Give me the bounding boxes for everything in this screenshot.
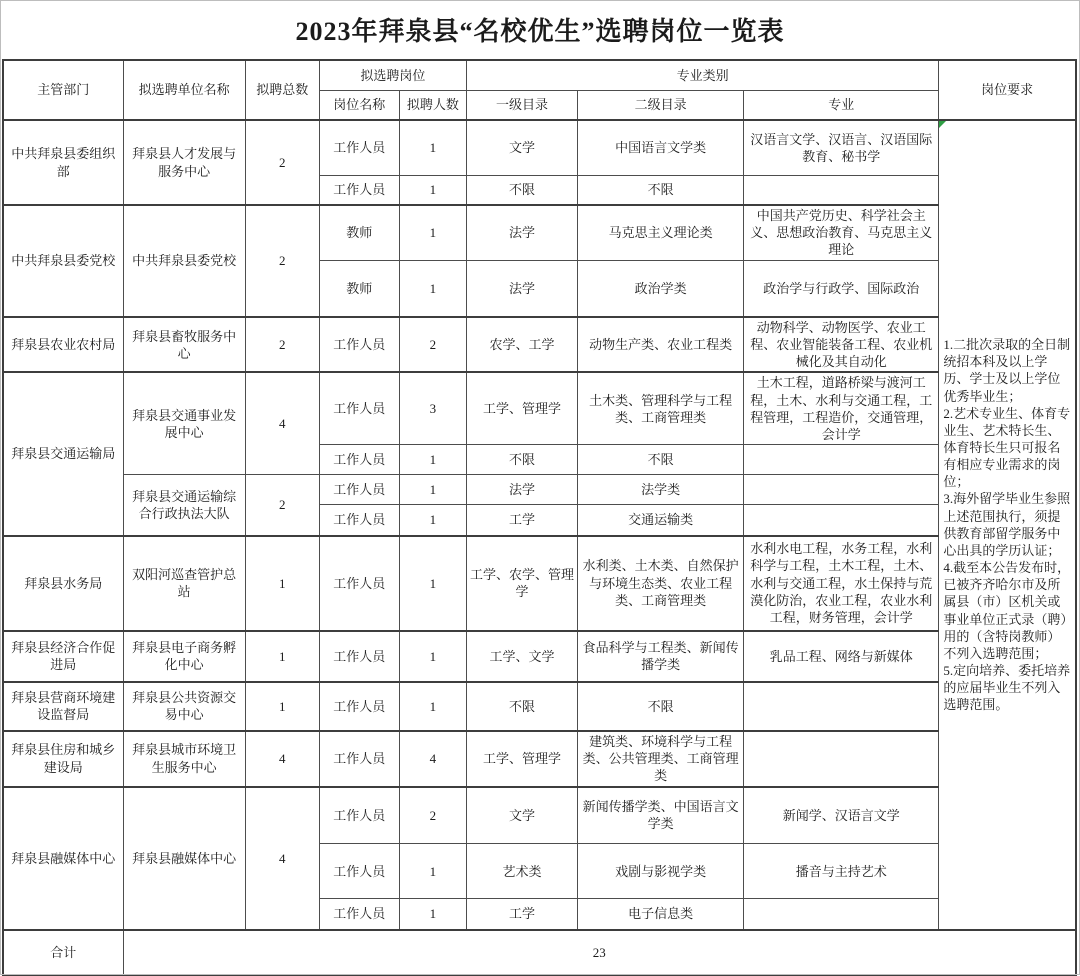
major-cell: 政治学与行政学、国际政治 [744,260,939,317]
table-footer [3,930,1076,975]
requirement-item: 1.二批次录取的全日制统招本科及以上学历、学士及以上学位优秀毕业生； [943,337,1071,404]
dept-cell: 拜泉县融媒体中心 [3,787,123,930]
major-cell [744,731,939,787]
table-row [3,317,1076,372]
dept-cell: 中共拜泉县委党校 [3,205,123,317]
unit-cell: 双阳河巡查管护总站 [123,536,245,631]
total-cell: 4 [245,372,319,474]
count-cell: 2 [399,787,466,844]
green-corner-icon [939,121,946,128]
position-cell: 工作人员 [319,731,399,787]
total-cell: 2 [245,317,319,372]
header-major: 专业 [744,90,939,120]
header-dept: 主管部门 [3,60,123,120]
total-cell: 4 [245,731,319,787]
count-cell: 1 [399,175,466,205]
table-row [3,631,1076,682]
count-cell: 1 [399,260,466,317]
major-cell: 新闻学、汉语言文学 [744,787,939,844]
unit-cell: 拜泉县人才发展与服务中心 [123,120,245,205]
header-position-name: 岗位名称 [319,90,399,120]
level1-cell: 法学 [466,205,577,260]
position-cell: 工作人员 [319,844,399,899]
header-major-group: 专业类别 [466,60,938,90]
total-cell: 1 [245,631,319,682]
unit-cell: 拜泉县融媒体中心 [123,787,245,930]
level2-cell: 动物生产类、农业工程类 [578,317,744,372]
count-cell: 1 [399,445,466,475]
major-cell [744,175,939,205]
position-cell: 工作人员 [319,317,399,372]
unit-cell: 拜泉县电子商务孵化中心 [123,631,245,682]
total-value-cell: 23 [123,930,1076,975]
count-cell: 1 [399,120,466,175]
requirement-item: 2.艺术专业生、体育专业生、艺术特长生、体育特长生只可报名有相应专业需求的岗位； [943,405,1071,490]
level2-cell: 中国语言文学类 [578,120,744,175]
level1-cell: 农学、工学 [466,317,577,372]
level2-cell: 戏剧与影视学类 [578,844,744,899]
unit-cell: 拜泉县城市环境卫生服务中心 [123,731,245,787]
major-cell: 水利水电工程，水务工程，水利科学与工程，土木工程，土木、水利与交通工程，水土保持与荒漠化防治，农业工程，农业水利工程，财务管理，会计学 [744,536,939,631]
requirement-item: 4.截至本公告发布时，已被齐齐哈尔市及所属县（市）区机关或事业单位正式录（聘）用的（含特岗教师）不列入选聘范围； [943,560,1071,661]
total-row [3,930,1076,975]
level2-cell: 不限 [578,175,744,205]
count-cell: 1 [399,631,466,682]
level2-cell: 马克思主义理论类 [578,205,744,260]
level1-cell: 不限 [466,682,577,731]
major-cell: 动物科学、动物医学、农业工程、农业智能装备工程、农业机械化及其自动化 [744,317,939,372]
major-cell: 土木工程，道路桥梁与渡河工程，土木、水利与交通工程，工程管理，工程造价，交通管理，会计学 [744,372,939,444]
position-cell: 工作人员 [319,682,399,731]
level2-cell: 不限 [578,445,744,475]
unit-cell: 拜泉县公共资源交易中心 [123,682,245,731]
level2-cell: 不限 [578,682,744,731]
major-cell [744,505,939,536]
table-header [3,60,1076,120]
count-cell: 3 [399,372,466,444]
level2-cell: 建筑类、环境科学与工程类、公共管理类、工商管理类 [578,731,744,787]
dept-cell: 拜泉县住房和城乡建设局 [3,731,123,787]
total-cell: 2 [245,205,319,317]
table-row [3,536,1076,631]
count-cell: 1 [399,205,466,260]
header-row-1 [3,60,1076,90]
table-row [3,787,1076,844]
level2-cell: 水利类、土木类、自然保护与环境生态类、农业工程类、工商管理类 [578,536,744,631]
level2-cell: 新闻传播学类、中国语言文学类 [578,787,744,844]
dept-cell: 拜泉县农业农村局 [3,317,123,372]
count-cell: 2 [399,317,466,372]
table-row [3,205,1076,260]
header-total: 拟聘总数 [245,60,319,120]
count-cell: 1 [399,505,466,536]
major-cell [744,475,939,505]
level1-cell: 法学 [466,260,577,317]
count-cell: 1 [399,844,466,899]
major-cell: 播音与主持艺术 [744,844,939,899]
major-cell: 乳品工程、网络与新媒体 [744,631,939,682]
total-cell: 1 [245,536,319,631]
level1-cell: 文学 [466,120,577,175]
position-cell: 工作人员 [319,175,399,205]
level1-cell: 工学、文学 [466,631,577,682]
level1-cell: 不限 [466,175,577,205]
position-cell: 工作人员 [319,372,399,444]
header-position-count: 拟聘人数 [399,90,466,120]
level1-cell: 不限 [466,445,577,475]
table-row [3,120,1076,175]
dept-cell: 拜泉县交通运输局 [3,372,123,535]
count-cell: 1 [399,899,466,930]
level1-cell: 工学 [466,505,577,536]
position-cell: 工作人员 [319,120,399,175]
major-cell [744,899,939,930]
position-cell: 工作人员 [319,787,399,844]
dept-cell: 拜泉县经济合作促进局 [3,631,123,682]
level1-cell: 工学、农学、管理学 [466,536,577,631]
total-cell: 2 [245,475,319,536]
level1-cell: 工学、管理学 [466,731,577,787]
major-cell: 中国共产党历史、科学社会主义、思想政治教育、马克思主义理论 [744,205,939,260]
title-bar [0,0,1080,59]
header-position-group: 拟选聘岗位 [319,60,466,90]
total-cell: 4 [245,787,319,930]
header-level2: 二级目录 [578,90,744,120]
header-level1: 一级目录 [466,90,577,120]
count-cell: 1 [399,475,466,505]
page-title: 2023年拜泉县“名校优生”选聘岗位一览表 [295,17,785,46]
position-cell: 工作人员 [319,899,399,930]
level2-cell: 交通运输类 [578,505,744,536]
total-cell: 2 [245,120,319,205]
dept-cell: 拜泉县水务局 [3,536,123,631]
requirement-item: 5.定向培养、委托培养的应届毕业生不列入选聘范围。 [943,663,1071,713]
level2-cell: 法学类 [578,475,744,505]
major-cell [744,445,939,475]
table-row [3,475,1076,505]
unit-cell: 拜泉县畜牧服务中心 [123,317,245,372]
requirement-item: 3.海外留学毕业生参照上述范围执行，须提供教育部留学服务中心出具的学历认证； [943,491,1071,558]
major-cell: 汉语言文学、汉语言、汉语国际教育、秘书学 [744,120,939,175]
total-cell: 1 [245,682,319,731]
level1-cell: 文学 [466,787,577,844]
level1-cell: 工学、管理学 [466,372,577,444]
table-body [3,120,1076,930]
level1-cell: 艺术类 [466,844,577,899]
recruitment-table [2,59,1077,976]
table-row [3,682,1076,731]
position-cell: 工作人员 [319,445,399,475]
major-cell [744,682,939,731]
requirements-cell [939,120,1076,930]
count-cell: 4 [399,731,466,787]
level2-cell: 食品科学与工程类、新闻传播学类 [578,631,744,682]
position-cell: 工作人员 [319,631,399,682]
unit-cell: 拜泉县交通事业发展中心 [123,372,245,474]
level2-cell: 电子信息类 [578,899,744,930]
position-cell: 工作人员 [319,536,399,631]
count-cell: 1 [399,536,466,631]
table-row [3,372,1076,444]
total-label-cell: 合计 [3,930,123,975]
level1-cell: 法学 [466,475,577,505]
level2-cell: 政治学类 [578,260,744,317]
level1-cell: 工学 [466,899,577,930]
level2-cell: 土木类、管理科学与工程类、工商管理类 [578,372,744,444]
header-requirements: 岗位要求 [939,60,1076,120]
header-unit: 拟选聘单位名称 [123,60,245,120]
position-cell: 教师 [319,260,399,317]
dept-cell: 拜泉县营商环境建设监督局 [3,682,123,731]
position-cell: 工作人员 [319,505,399,536]
unit-cell: 拜泉县交通运输综合行政执法大队 [123,475,245,536]
position-cell: 教师 [319,205,399,260]
count-cell: 1 [399,682,466,731]
table-row [3,731,1076,787]
position-cell: 工作人员 [319,475,399,505]
unit-cell: 中共拜泉县委党校 [123,205,245,317]
dept-cell: 中共拜泉县委组织部 [3,120,123,205]
